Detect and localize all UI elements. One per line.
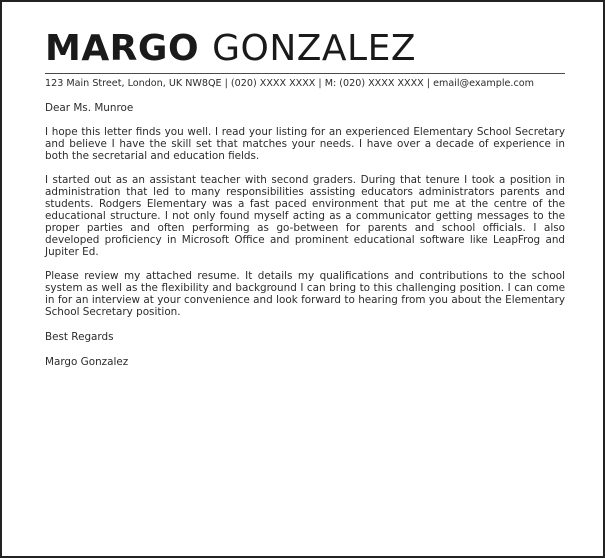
sender-last-name: GONZALEZ — [212, 28, 417, 69]
letter-content — [45, 30, 565, 368]
contact-line: 123 Main Street, London, UK NW8QE | (020) XXXX XXXX | M: (020) XXXX XXXX | email@example.com — [45, 73, 565, 90]
sender-name — [45, 30, 565, 68]
body-paragraph-1: I hope this letter finds you well. I read your listing for an experienced Elementary School Secretary and believe I have the skill set that matches your needs. I have over a decade of experience in both the secretarial and education fields. — [45, 126, 565, 162]
closing: Best Regards — [45, 331, 114, 343]
salutation: Dear Ms. Munroe — [45, 102, 134, 114]
sender-first-name: MARGO — [45, 28, 200, 69]
signature-name: Margo Gonzalez — [45, 356, 129, 368]
body-paragraph-3: Please review my attached resume. It details my qualifications and contributions to the school system as well as the flexibility and background I can bring to this challenging position. I can come in for an interview at your convenience and look forward to hearing from you about the Elementary School Secretary position. — [45, 270, 565, 318]
body-paragraph-2: I started out as an assistant teacher with second graders. During that tenure I took a position in administration that led to many responsibilities assisting educators administrators parents and students. Rodgers Elementary was a fast paced environment that put me at the centre of the educational structure. I not only found myself acting as a communicator getting messages to the proper parties and often performing as go-between for parents and school officials. I also developed proficiency in Microsoft Office and prominent educational software like LeapFrog and Jupiter Ed. — [45, 174, 565, 258]
